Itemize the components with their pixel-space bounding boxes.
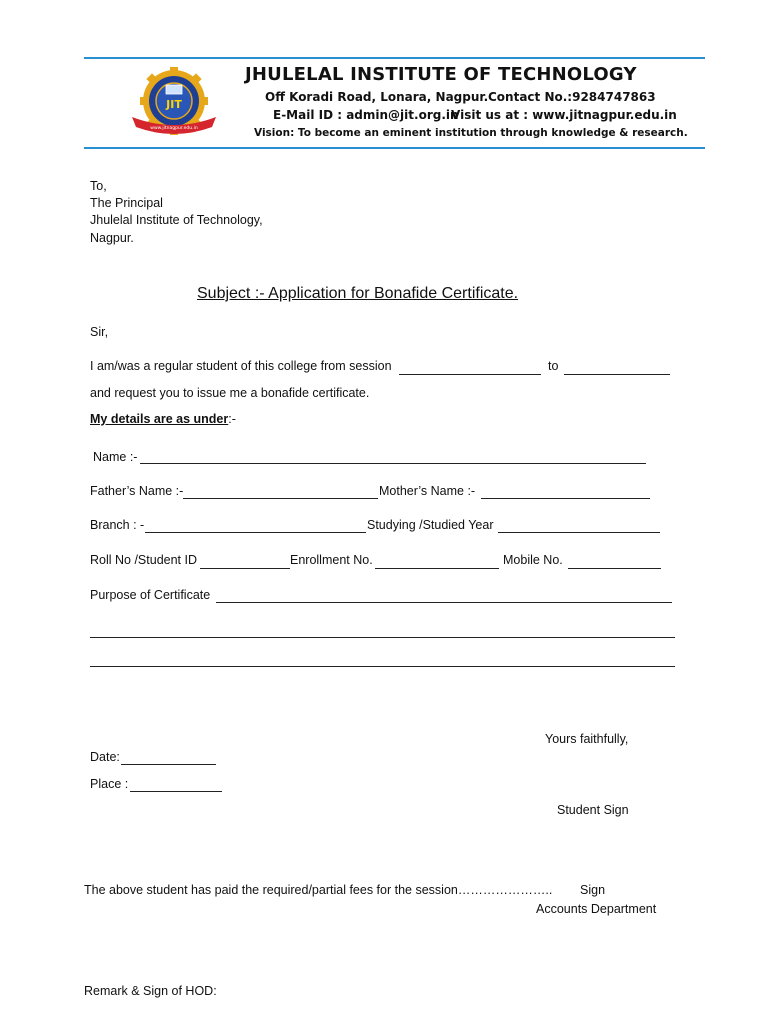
accounts-department-label: Accounts Department [536,902,657,916]
institute-logo [126,67,222,139]
name-label: Name :- [93,450,138,464]
place-label: Place : [90,777,129,791]
header-bottom-rule [84,147,705,149]
fees-statement: The above student has paid the required/partial fees for the session………………….. [84,883,553,897]
institute-contact: Contact No.:9284747863 [488,90,656,104]
mobile-no-label: Mobile No. [503,553,563,567]
details-heading-suffix: :- [228,412,236,426]
recipient-title: The Principal [90,196,163,210]
institute-address: Off Koradi Road, Lonara, Nagpur. [265,90,489,104]
roll-no-label: Roll No /Student ID [90,553,197,567]
student-sign-label: Student Sign [557,803,629,817]
recipient-city: Nagpur. [90,231,134,245]
recipient-institute: Jhulelal Institute of Technology, [90,213,263,227]
hod-remark-label: Remark & Sign of HOD: [84,984,217,998]
branch-label: Branch : - [90,518,145,532]
session-statement: I am/was a regular student of this college from session [90,359,392,373]
details-heading-text: My details are as under [90,412,229,426]
institute-vision: Vision: To become an eminent institution through knowledge & research. [254,127,688,139]
header-top-rule [84,57,705,59]
mother-name-label: Mother’s Name :- [379,484,476,498]
purpose-label: Purpose of Certificate [90,588,211,602]
purpose-field-line-3[interactable] [90,666,675,667]
purpose-field[interactable] [216,602,672,603]
salutation: Sir, [90,325,109,339]
studying-year-label: Studying /Studied Year [367,518,494,532]
father-name-field[interactable] [183,498,378,499]
subject-line: Subject :- Application for Bonafide Certificate. [197,285,519,302]
institute-email: E-Mail ID : admin@jit.org.in [273,108,459,122]
enrollment-no-field[interactable] [375,568,499,569]
details-heading [90,412,236,426]
studying-year-field[interactable] [498,532,660,533]
yours-faithfully: Yours faithfully, [545,732,629,746]
name-field[interactable] [140,463,646,464]
request-statement: and request you to issue me a bonafide certificate. [90,386,370,400]
purpose-field-line-2[interactable] [90,637,675,638]
session-to-label: to [548,359,559,373]
date-label: Date: [90,750,120,764]
mother-name-field[interactable] [481,498,650,499]
enrollment-no-label: Enrollment No. [290,553,373,567]
institute-name: JHULELAL INSTITUTE OF TECHNOLOGY [245,64,637,85]
session-to-field[interactable] [564,374,670,375]
svg-text:JIT: JIT [166,98,182,111]
roll-no-field[interactable] [200,568,290,569]
father-name-label: Father’s Name :- [90,484,184,498]
session-from-field[interactable] [399,374,541,375]
branch-field[interactable] [145,532,366,533]
date-field[interactable] [121,764,216,765]
mobile-no-field[interactable] [568,568,661,569]
svg-text:www.jitnagpur.edu.in: www.jitnagpur.edu.in [150,126,198,131]
accounts-sign-label: Sign [580,883,606,897]
place-field[interactable] [130,791,222,792]
to-line: To, [90,179,107,193]
institute-website: Visit us at : www.jitnagpur.edu.in [451,108,677,122]
